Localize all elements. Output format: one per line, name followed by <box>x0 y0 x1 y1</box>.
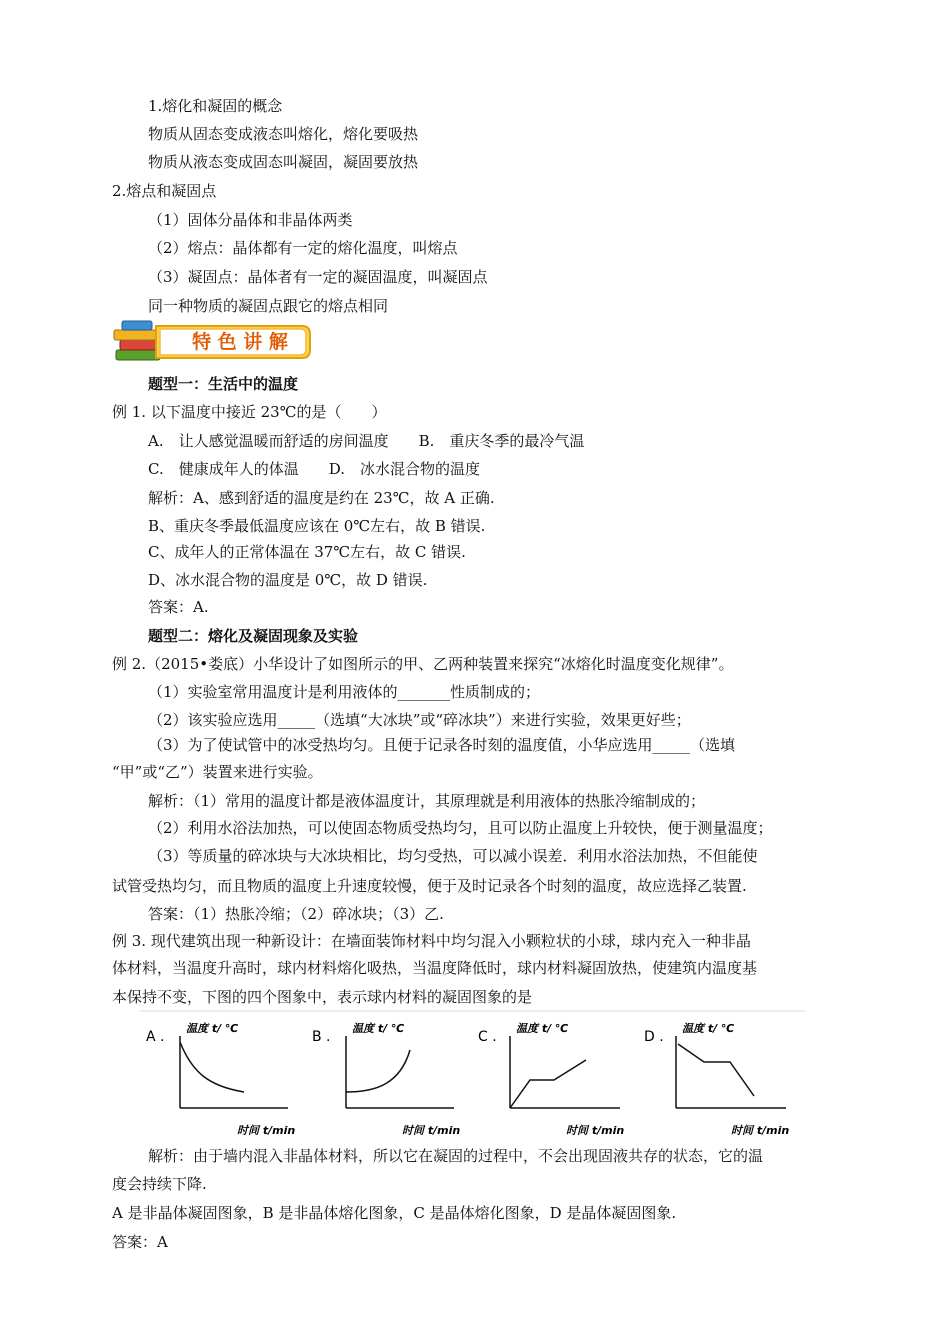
x-axis-label: 时间 t/min <box>402 1124 461 1137</box>
x-axis-label: 时间 t/min <box>731 1124 790 1137</box>
graph-label: A . <box>146 1029 165 1045</box>
concept-line: 物质从固态变成液态叫熔化，熔化要吸热 <box>148 125 419 143</box>
example1-analysis: C、成年人的正常体温在 37℃左右，故 C 错误. <box>148 543 466 561</box>
example1-analysis: 解析：A、感到舒适的温度是约在 23℃，故 A 正确. <box>148 489 495 507</box>
example2-answer: 答案：（1）热胀冷缩；（2）碎冰块；（3）乙. <box>148 905 444 923</box>
concept-heading-1: 1.熔化和凝固的概念 <box>148 97 283 115</box>
example1-analysis: D、冰水混合物的温度是 0℃，故 D 错误. <box>148 571 428 589</box>
graph-label: D . <box>644 1029 664 1045</box>
type1-heading: 题型一：生活中的温度 <box>148 375 299 393</box>
curve-d <box>678 1044 754 1096</box>
example3-graphs <box>140 1010 805 1138</box>
example3-question: 例 3. 现代建筑出现一种新设计：在墙面装饰材料中均匀混入小颗粒状的小球，球内充入一种非晶 <box>112 932 751 950</box>
example2-a2: （2）利用水浴法加热，可以使固态物质受热均匀，且可以防止温度上升较快，便于测量温度； <box>148 819 773 837</box>
example2-question: 例 2.（2015•娄底）小华设计了如图所示的甲、乙两种装置来探究“冰熔化时温度变化规律”。 <box>112 655 734 673</box>
graph-label: B . <box>312 1029 331 1045</box>
graph-label: C . <box>478 1029 497 1045</box>
example2-q2: （2）该实验应选用_____（选填“大冰块”或“碎冰块”）来进行实验，效果更好些； <box>148 711 691 729</box>
example2-a3: （3）等质量的碎冰块与大冰块相比，均匀受热，可以减小误差．利用水浴法加热，不但能使 <box>148 847 758 865</box>
curve-a <box>180 1042 244 1092</box>
example3-question-cont: 本保持不变，下图的四个图象中，表示球内材料的凝固图象的是 <box>112 988 533 1006</box>
example1-options-cd: C. 健康成年人的体温 D. 冰水混合物的温度 <box>148 460 480 478</box>
example2-q3: （3）为了使试管中的冰受热均匀。且便于记录各时刻的温度值，小华应选用_____（选填 <box>148 736 736 754</box>
graph-c <box>478 1022 624 1137</box>
example1-analysis: B、重庆冬季最低温度应该在 0℃左右，故 B 错误. <box>148 517 486 535</box>
example3-analysis-cont: 度会持续下降. <box>112 1175 207 1193</box>
example3-analysis: 解析：由于墙内混入非晶体材料，所以它在凝固的过程中，不会出现固液共存的状态，它的温 <box>148 1147 764 1165</box>
concept-line: （2）熔点：晶体都有一定的熔化温度，叫熔点 <box>148 239 458 257</box>
y-axis-label: 温度 t/ ℃ <box>352 1022 405 1035</box>
concept-line: 同一种物质的凝固点跟它的熔点相同 <box>148 297 389 315</box>
concept-line: 物质从液态变成固态叫凝固，凝固要放热 <box>148 153 419 171</box>
graph-a <box>146 1022 295 1137</box>
graph-b <box>312 1022 460 1137</box>
concept-line: （1）固体分晶体和非晶体两类 <box>148 211 353 229</box>
curve-b <box>346 1050 410 1092</box>
example1-answer: 答案：A. <box>148 598 209 616</box>
banner-title: 特 色 讲 解 <box>192 331 288 353</box>
example3-question-cont: 体材料，当温度升高时，球内材料熔化吸热，当温度降低时，球内材料凝固放热，使建筑内温度基 <box>112 959 758 977</box>
example1-question: 例 1. 以下温度中接近 23℃的是（ ） <box>112 403 387 421</box>
example2-q1: （1）实验室常用温度计是利用液体的_______性质制成的； <box>148 683 541 701</box>
y-axis-label: 温度 t/ ℃ <box>516 1022 569 1035</box>
example2-a3-cont: 试管受热均匀，而且物质的温度上升速度较慢，便于及时记录各个时刻的温度，故应选择乙装置. <box>112 877 747 895</box>
y-axis-label: 温度 t/ ℃ <box>682 1022 735 1035</box>
graph-d <box>644 1022 789 1137</box>
y-axis-label: 温度 t/ ℃ <box>186 1022 239 1035</box>
concept-line: （3）凝固点：晶体者有一定的凝固温度，叫凝固点 <box>148 268 488 286</box>
example3-answer: 答案：A <box>112 1233 168 1251</box>
x-axis-label: 时间 t/min <box>566 1124 625 1137</box>
curve-c <box>510 1060 586 1108</box>
feature-banner <box>112 318 312 366</box>
type2-heading: 题型二：熔化及凝固现象及实验 <box>148 627 359 645</box>
example2-a1: 解析：（1）常用的温度计都是液体温度计，其原理就是利用液体的热胀冷缩制成的； <box>148 792 706 810</box>
example2-q3-cont: “甲”或“乙”）装置来进行实验。 <box>112 763 323 781</box>
concept-heading-2: 2.熔点和凝固点 <box>112 182 217 200</box>
example1-options-ab: A. 让人感觉温暖而舒适的房间温度 B. 重庆冬季的最冷气温 <box>148 432 585 450</box>
example3-conclusion: A 是非晶体凝固图象，B 是非晶体熔化图象，C 是晶体熔化图象，D 是晶体凝固图象. <box>112 1204 677 1222</box>
x-axis-label: 时间 t/min <box>237 1124 296 1137</box>
